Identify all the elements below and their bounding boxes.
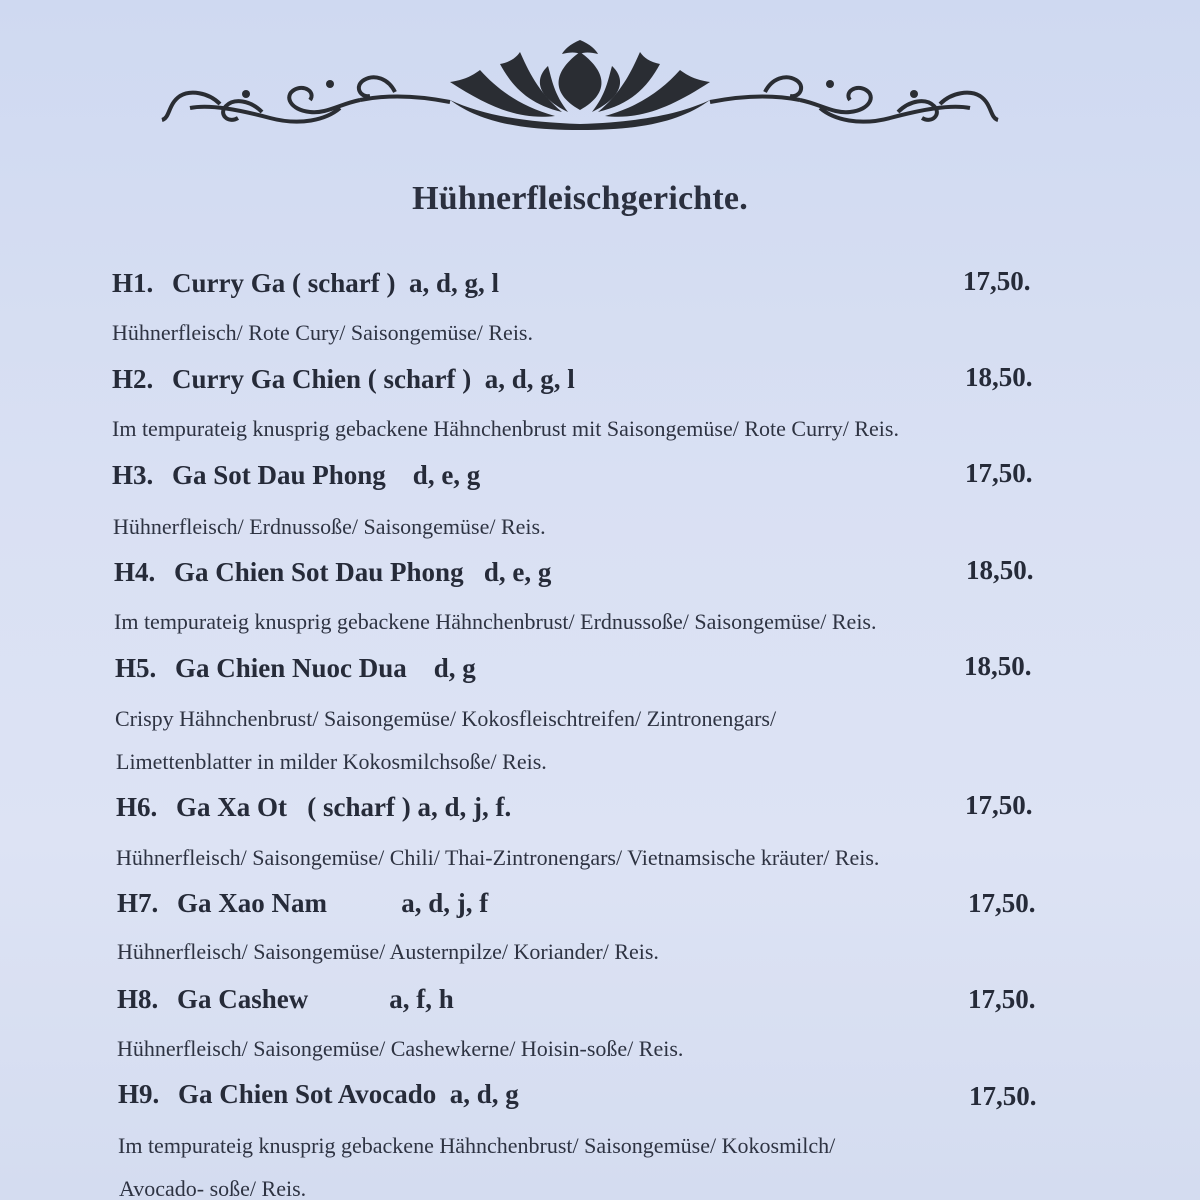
dish-price: 18,50. [965,362,1033,392]
dish-name: Curry Ga Chien ( scharf ) a, d, g, l [172,364,575,394]
dish-description: Hühnerfleisch/ Erdnussoße/ Saisongemüse/ Reis. [113,514,546,539]
dish-description: Crispy Hähnchenbrust/ Saisongemüse/ Kokosfleischtreifen/ Zintronengars/ [115,706,777,731]
dish-name: Ga Chien Sot Dau Phong d, e, g [174,557,552,587]
dish-description: Hühnerfleisch/ Rote Cury/ Saisongemüse/ Reis. [112,320,533,345]
dish-title [116,792,511,823]
dish-description: Hühnerfleisch/ Saisongemüse/ Chili/ Thai-Zintronengars/ Vietnamsische kräuter/ Reis. [116,845,880,870]
dish-description: Avocado- soße/ Reis. [119,1176,307,1200]
dish-name: Ga Cashew a, f, h [177,984,454,1014]
dish-title [112,364,575,395]
dish-name: Ga Sot Dau Phong d, e, g [172,460,481,490]
dish-price: 17,50. [968,984,1036,1014]
dish-code: H8. [117,984,159,1014]
dish-code: H4. [114,557,156,587]
dish-code: H2. [112,364,154,394]
dish-price: 17,50. [965,790,1033,820]
dish-description: Im tempurateig knusprig gebackene Hähnchenbrust/ Saisongemüse/ Kokosmilch/ [118,1133,836,1158]
dish-title [112,460,480,491]
dish-code: H9. [118,1079,160,1109]
page-title: Hühnerfleischgerichte. [412,180,748,217]
dish-name: Ga Chien Nuoc Dua d, g [175,653,476,683]
dish-name: Ga Xa Ot ( scharf ) a, d, j, f. [176,792,512,822]
dish-description: Im tempurateig knusprig gebackene Hähnchenbrust mit Saisongemüse/ Rote Curry/ Reis. [112,416,899,441]
dish-title [117,984,454,1015]
dish-title [117,888,488,919]
dish-price: 17,50. [963,266,1031,296]
dish-name: Ga Chien Sot Avocado a, d, g [178,1079,519,1109]
dish-price: 18,50. [964,651,1032,681]
dish-price: 17,50. [968,888,1036,918]
dish-code: H1. [112,268,154,298]
dish-code: H5. [115,653,157,683]
dish-description: Im tempurateig knusprig gebackene Hähnchenbrust/ Erdnussoße/ Saisongemüse/ Reis. [114,609,877,634]
dish-code: H7. [117,888,159,918]
dish-price: 17,50. [969,1081,1037,1111]
dish-description: Hühnerfleisch/ Saisongemüse/ Austernpilze/ Koriander/ Reis. [117,939,659,964]
dish-name: Curry Ga ( scharf ) a, d, g, l [172,268,499,298]
dish-name: Ga Xao Nam a, d, j, f [177,888,489,918]
dish-title [118,1079,519,1110]
dish-code: H6. [116,792,158,822]
dish-title [115,653,476,684]
lotus-flourish-icon [150,30,1010,140]
dish-price: 17,50. [965,458,1033,488]
dish-price: 18,50. [966,555,1034,585]
dish-title [112,268,499,299]
dish-code: H3. [112,460,154,490]
dish-title [114,557,551,588]
dish-description: Hühnerfleisch/ Saisongemüse/ Cashewkerne/ Hoisin-soße/ Reis. [117,1036,684,1061]
dish-description: Limettenblatter in milder Kokosmilchsoße/ Reis. [116,749,547,774]
